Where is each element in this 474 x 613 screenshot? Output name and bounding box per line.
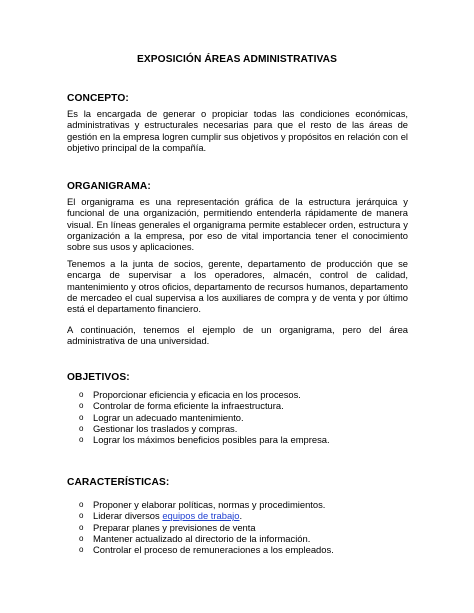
list-item-text: Gestionar los traslados y compras. [93,423,238,435]
bullet-icon: o [79,390,84,399]
list-item-text: Liderar diversos [93,510,163,522]
list-item-text: Mantener actualizado al directorio de la información. [93,533,311,545]
bullet-icon: o [79,534,84,544]
organigrama-heading: ORGANIGRAMA: [67,181,151,192]
objetivos-heading: OBJETIVOS: [67,372,130,383]
concepto-text: Es la encargada de generar o propiciar todas las condiciones económicas, administrativas y estructurales necesarias para que el resto de las áreas de gestión en la empresa logren cumplir sus objetivos y propósitos en relación con el objetivo principal de la compañía. [67,108,408,154]
list-item-text: Controlar el proceso de remuneraciones a los empleados. [93,544,334,556]
list-item [79,499,334,510]
bullet-icon: o [79,412,84,422]
list-item-text: Controlar de forma eficiente la infraestructura. [93,400,284,412]
list-item-text: Proporcionar eficiencia y eficacia en los procesos. [93,389,301,400]
list-item [79,434,330,445]
organigrama-paragraph-2: Tenemos a la junta de socios, gerente, departamento de producción que se encarga de supervisar a los operadores, almacén, control de calidad, mantenimiento y otros oficios, departamento de recursos humanos, departamento de mercadeo el cual supervisa a los auxiliares de compra y de venta y por último está el departamento financiero. [67,258,408,315]
bullet-icon: o [79,500,84,509]
bullet-icon: o [79,511,84,521]
bullet-icon: o [79,522,84,532]
list-item-text: Preparar planes y previsiones de venta [93,521,256,533]
bullet-icon: o [79,545,84,555]
list-item-text: Proponer y elaborar políticas, normas y procedimientos. [93,499,326,510]
list-item [79,400,330,411]
equipos-de-trabajo-link[interactable]: equipos de trabajo [162,510,240,522]
list-item-text: Lograr los máximos beneficios posibles para la empresa. [93,434,330,446]
bullet-icon: o [79,424,84,434]
list-item [79,544,334,555]
bullet-icon: o [79,435,84,445]
caracteristicas-heading: CARACTERÍSTICAS: [67,477,170,488]
list-item-text: . [239,510,243,522]
list-item [79,389,330,400]
organigrama-paragraph-3: A continuación, tenemos el ejemplo de un organigrama, pero del área administrativa de una universidad. [67,324,408,347]
list-item [79,533,334,544]
list-item [79,412,330,423]
concepto-heading: CONCEPTO: [67,93,129,104]
document-title: EXPOSICIÓN ÁREAS ADMINISTRATIVAS [137,54,337,65]
list-item [79,510,334,521]
list-item [79,423,330,434]
list-item-text: Lograr un adecuado mantenimiento. [93,411,244,423]
organigrama-paragraph-1: El organigrama es una representación gráfica de la estructura jerárquica y funcional de una organización, permitiendo entenderla rápidamente de manera visual. En líneas generales el organigrama permite establecer orden, estructura y organización a la empresa, por eso de vital importancia tener el conocimiento sobre sus usos y aplicaciones. [67,196,408,253]
objetivos-list [79,389,330,446]
list-item [79,522,334,533]
bullet-icon: o [79,401,84,411]
caracteristicas-list [79,499,334,556]
